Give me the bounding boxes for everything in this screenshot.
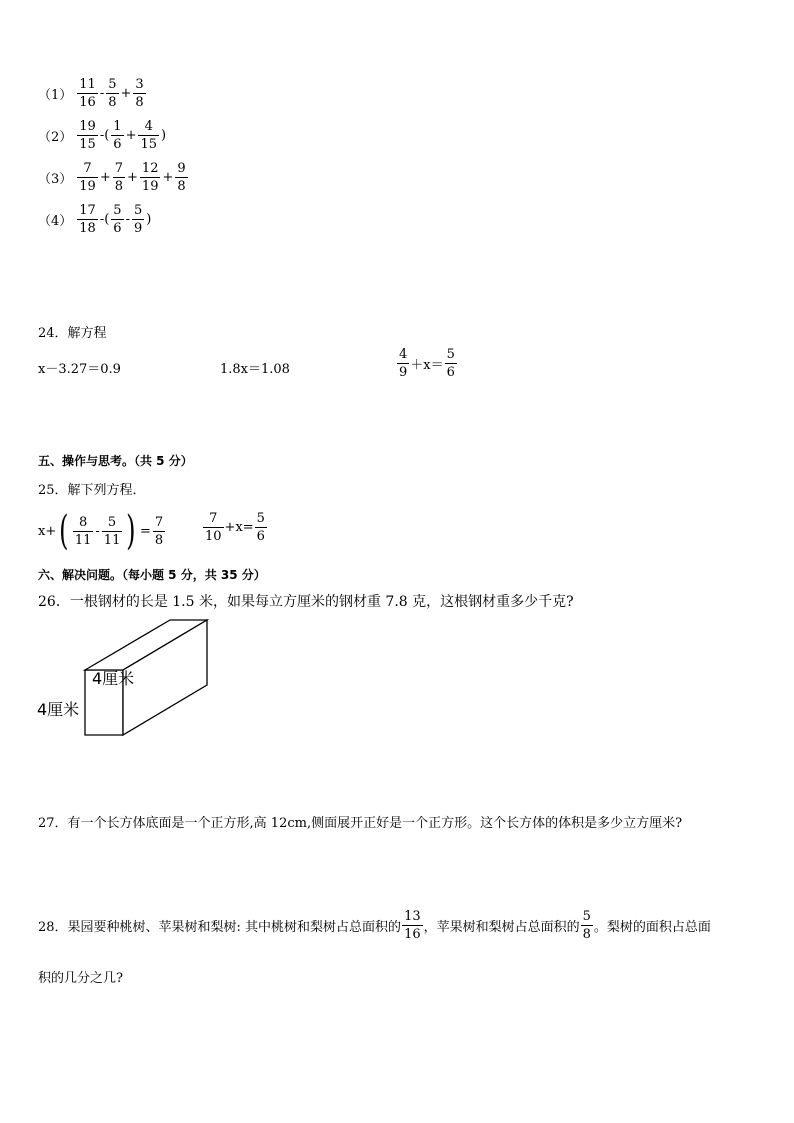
q24-title: 24．解方程 bbox=[38, 326, 107, 341]
q23-expression-1 bbox=[38, 78, 147, 109]
operator: -( bbox=[99, 212, 110, 227]
operator: - bbox=[99, 86, 105, 101]
q24-equation-1: x－3.27＝0.9 bbox=[38, 362, 121, 377]
q23-expression-4 bbox=[38, 204, 152, 235]
q26-text: 26．一根钢材的长是 1.5 米，如果每立方厘米的钢材重 7.8 克，这根钢材重多少千克? bbox=[38, 594, 574, 610]
q25-equation-1: x+ ( $\frac{8}{11}$ - $\frac{5}{11}$ ) = $\frac{7}{8}$ bbox=[38, 508, 164, 554]
operator: + bbox=[120, 86, 132, 101]
item-label: （1） bbox=[38, 88, 73, 103]
fraction: $\frac{7}{8}$ bbox=[154, 514, 164, 548]
q28-line-2: 积的几分之几? bbox=[38, 971, 123, 986]
item-label: （3） bbox=[38, 172, 73, 187]
fraction: $\frac{5}{6}$ bbox=[446, 347, 455, 380]
left-paren: ( bbox=[59, 508, 69, 554]
operator: + bbox=[99, 170, 111, 185]
fraction: $\frac{9}{8}$ bbox=[177, 161, 186, 194]
cuboid-label-top: 4厘米 bbox=[92, 669, 135, 688]
q24-equation-2: 1.8x＝1.08 bbox=[220, 362, 290, 377]
q25-equation-2: $\frac{7}{10}$ +x= $\frac{5}{6}$ bbox=[205, 511, 265, 544]
fraction: $\frac{12}{19}$ bbox=[141, 161, 159, 194]
operator: + bbox=[125, 128, 137, 143]
fraction: $\frac{11}{16}$ bbox=[79, 77, 96, 110]
fraction: $\frac{5}{8}$ bbox=[582, 909, 591, 942]
q23-expression-3 bbox=[38, 162, 189, 193]
fraction: $\frac{3}{8}$ bbox=[135, 77, 144, 110]
cuboid-label-left: 4厘米 bbox=[37, 700, 80, 719]
operator: ) bbox=[161, 128, 167, 143]
fraction: $\frac{13}{16}$ bbox=[404, 909, 421, 942]
operator: - bbox=[125, 212, 130, 227]
fraction: $\frac{1}{6}$ bbox=[113, 119, 122, 152]
item-label: （4） bbox=[38, 214, 73, 229]
operator: -( bbox=[99, 128, 110, 143]
fraction: $\frac{17}{18}$ bbox=[79, 203, 96, 236]
fraction: $\frac{5}{11}$ bbox=[103, 514, 121, 548]
fraction: $\frac{8}{11}$ bbox=[74, 514, 92, 548]
operator: + bbox=[162, 170, 174, 185]
fraction: $\frac{7}{19}$ bbox=[79, 161, 96, 194]
fraction: $\frac{5}{9}$ bbox=[133, 203, 143, 236]
section6-heading: 六、解决问题。（每小题 5 分，共 35 分） bbox=[38, 568, 266, 582]
q28-line-1: 28．果园要种桃树、苹果树和梨树: 其中桃树和梨树占总面积的 $\frac{13}{16}$ ，苹果树和梨树占总面积的 $\frac{5}{8}$ 。梨树的面积占总面 bbox=[38, 909, 711, 942]
fraction: $\frac{7}{8}$ bbox=[114, 161, 124, 194]
fraction: $\frac{5}{6}$ bbox=[256, 511, 265, 544]
fraction: $\frac{4}{9}$ bbox=[399, 347, 408, 380]
q24-equation-3: $\frac{4}{9}$ ＋x＝ $\frac{5}{6}$ bbox=[399, 347, 455, 380]
q27-text: 27．有一个长方体底面是一个正方形,高 12cm,侧面展开正好是一个正方形。这个长方体的体积是多少立方厘米? bbox=[38, 816, 683, 831]
fraction: $\frac{4}{15}$ bbox=[140, 119, 158, 152]
fraction: $\frac{7}{10}$ bbox=[205, 511, 222, 544]
operator: + bbox=[127, 170, 138, 185]
q23-expression-2 bbox=[38, 120, 167, 151]
fraction: $\frac{5}{6}$ bbox=[113, 203, 122, 236]
item-label: （2） bbox=[38, 130, 73, 145]
section5-heading: 五、操作与思考。（共 5 分） bbox=[38, 454, 193, 468]
fraction: $\frac{5}{8}$ bbox=[108, 77, 117, 110]
fraction: $\frac{19}{15}$ bbox=[79, 119, 96, 152]
operator: ) bbox=[146, 212, 152, 227]
right-paren: ) bbox=[126, 508, 136, 554]
q25-title: 25．解下列方程． bbox=[38, 483, 146, 498]
